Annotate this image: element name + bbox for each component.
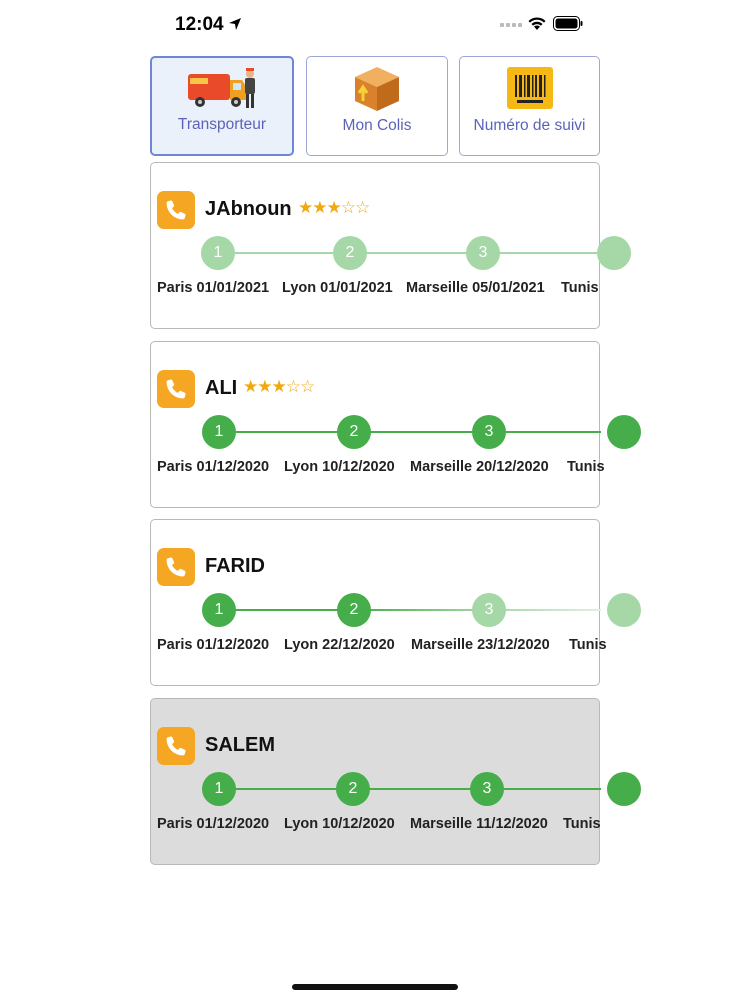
step-2: 2 <box>337 415 371 449</box>
step-4 <box>607 415 641 449</box>
battery-icon <box>553 16 583 31</box>
step-3: 3 <box>466 236 500 270</box>
home-indicator <box>292 984 458 990</box>
phone-icon <box>164 198 188 222</box>
step-2: 2 <box>333 236 367 270</box>
step-1: 1 <box>201 236 235 270</box>
carrier-card[interactable] <box>150 162 600 329</box>
stop-label: Marseille 11/12/2020 <box>410 816 548 832</box>
rating-stars: ★★★☆☆ <box>243 377 315 396</box>
tab-transporteur[interactable] <box>150 56 294 156</box>
delivery-timeline <box>151 412 601 452</box>
stop-label: Paris 01/12/2020 <box>157 459 270 475</box>
stop-label: Lyon 10/12/2020 <box>284 816 395 832</box>
timeline-line <box>235 609 601 611</box>
stop-label: Lyon 22/12/2020 <box>284 637 395 653</box>
stop-label: Marseille 05/01/2021 <box>406 280 545 296</box>
step-2: 2 <box>336 772 370 806</box>
tab-mon-colis[interactable] <box>306 56 448 156</box>
call-button[interactable] <box>157 548 195 586</box>
step-2: 2 <box>337 593 371 627</box>
stop-label: Tunis <box>563 816 601 832</box>
stop-label: Lyon 01/01/2021 <box>282 280 393 296</box>
rating-stars: ★★★☆☆ <box>298 198 370 217</box>
package-box-icon <box>351 65 403 113</box>
delivery-timeline <box>151 233 601 273</box>
cellular-signal-icon <box>500 22 522 28</box>
status-bar <box>0 0 750 50</box>
step-4 <box>597 236 631 270</box>
tab-numero-de-suivi[interactable] <box>459 56 600 156</box>
phone-icon <box>164 734 188 758</box>
carrier-card[interactable] <box>150 519 607 686</box>
timeline-line <box>235 252 601 254</box>
stop-label: Marseille 23/12/2020 <box>411 637 550 653</box>
call-button[interactable] <box>157 727 195 765</box>
carrier-name: SALEM <box>205 734 275 756</box>
call-button[interactable] <box>157 191 195 229</box>
step-4 <box>607 593 641 627</box>
barcode-icon <box>507 65 553 111</box>
step-3: 3 <box>472 593 506 627</box>
delivery-timeline <box>151 590 601 630</box>
carrier-card[interactable] <box>150 341 605 508</box>
tab-label: Transporteur <box>177 116 267 133</box>
step-4 <box>607 772 641 806</box>
call-button[interactable] <box>157 370 195 408</box>
timeline-line <box>235 431 601 433</box>
step-3: 3 <box>472 415 506 449</box>
stop-label: Tunis <box>561 280 599 296</box>
phone-icon <box>164 555 188 579</box>
step-1: 1 <box>202 415 236 449</box>
location-arrow-icon <box>228 17 242 31</box>
carrier-name: JAbnoun <box>205 198 292 220</box>
step-1: 1 <box>202 772 236 806</box>
status-time: 12:04 <box>175 14 224 35</box>
stop-label: Tunis <box>569 637 607 653</box>
step-1: 1 <box>202 593 236 627</box>
carrier-card[interactable] <box>150 698 600 865</box>
wifi-icon <box>527 15 547 31</box>
timeline-line <box>235 788 601 790</box>
stop-label: Tunis <box>567 459 605 475</box>
carrier-name: ALI <box>205 377 238 399</box>
stop-label: Paris 01/12/2020 <box>157 816 270 832</box>
tab-label: Numéro de suivi <box>473 117 586 134</box>
stop-label: Marseille 20/12/2020 <box>410 459 549 475</box>
tab-label: Mon Colis <box>342 117 412 134</box>
stop-label: Paris 01/01/2021 <box>157 280 270 296</box>
delivery-timeline <box>151 769 601 809</box>
stop-label: Lyon 10/12/2020 <box>284 459 395 475</box>
stop-label: Paris 01/12/2020 <box>157 637 270 653</box>
delivery-truck-icon <box>186 66 258 116</box>
phone-icon <box>164 377 188 401</box>
step-3: 3 <box>470 772 504 806</box>
carrier-name: FARID <box>205 555 265 577</box>
